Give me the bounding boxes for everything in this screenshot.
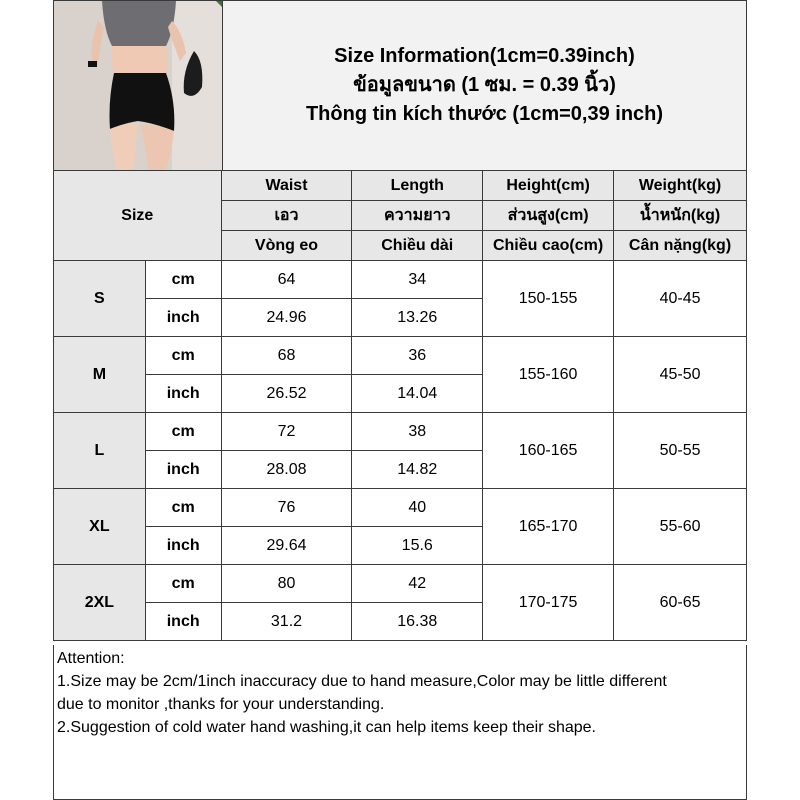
waist-inch: 26.52 — [221, 375, 352, 413]
title-vietnamese: Thông tin kích thước (1cm=0,39 inch) — [305, 103, 664, 125]
waist-cm: 76 — [221, 489, 352, 527]
title-english: Size Information(1cm=0.39inch) — [334, 45, 635, 67]
size-cell: XL — [54, 489, 146, 565]
col-height-en: Height(cm) — [483, 171, 614, 201]
chart-header — [53, 0, 747, 171]
col-length-vi: Chiều dài — [352, 231, 483, 261]
corner-mark — [215, 1, 223, 8]
size-cell: L — [54, 413, 146, 489]
attention-line: 2.Suggestion of cold water hand washing,it can help items keep their shape. — [57, 719, 596, 736]
height-range: 170-175 — [483, 565, 614, 641]
waist-inch: 29.64 — [221, 527, 352, 565]
model-photo — [54, 1, 223, 170]
length-cm: 42 — [352, 565, 483, 603]
unit-inch: inch — [145, 299, 221, 337]
col-length-en: Length — [352, 171, 483, 201]
size-table — [53, 170, 747, 641]
weight-range: 45-50 — [614, 337, 747, 413]
size-header: Size — [54, 171, 222, 261]
weight-range: 55-60 — [614, 489, 747, 565]
col-length-th: ความยาว — [352, 201, 483, 231]
waist-inch: 31.2 — [221, 603, 352, 641]
unit-cm: cm — [145, 489, 221, 527]
length-cm: 40 — [352, 489, 483, 527]
waist-cm: 80 — [221, 565, 352, 603]
length-cm: 38 — [352, 413, 483, 451]
weight-range: 50-55 — [614, 413, 747, 489]
weight-range: 60-65 — [614, 565, 747, 641]
col-weight-vi: Cân nặng(kg) — [614, 231, 747, 261]
unit-inch: inch — [145, 451, 221, 489]
unit-inch: inch — [145, 603, 221, 641]
col-waist-vi: Vòng eo — [221, 231, 352, 261]
size-cell: M — [54, 337, 146, 413]
length-cm: 34 — [352, 261, 483, 299]
title-thai: ข้อมูลขนาด (1 ซม. = 0.39 นิ้ว) — [353, 74, 616, 96]
col-weight-en: Weight(kg) — [614, 171, 747, 201]
col-height-th: ส่วนสูง(cm) — [483, 201, 614, 231]
height-range: 160-165 — [483, 413, 614, 489]
col-waist-th: เอว — [221, 201, 352, 231]
height-range: 165-170 — [483, 489, 614, 565]
waist-inch: 24.96 — [221, 299, 352, 337]
height-range: 155-160 — [483, 337, 614, 413]
title-box — [223, 1, 746, 170]
length-inch: 14.82 — [352, 451, 483, 489]
unit-cm: cm — [145, 261, 221, 299]
attention-line: due to monitor ,thanks for your understanding. — [57, 696, 385, 713]
attention-line: 1.Size may be 2cm/1inch inaccuracy due to hand measure,Color may be little different — [57, 673, 667, 690]
attention-notes — [53, 645, 747, 800]
col-weight-th: น้ำหนัก(kg) — [614, 201, 747, 231]
waist-cm: 72 — [221, 413, 352, 451]
col-waist-en: Waist — [221, 171, 352, 201]
length-inch: 14.04 — [352, 375, 483, 413]
length-inch: 15.6 — [352, 527, 483, 565]
waist-cm: 64 — [221, 261, 352, 299]
weight-range: 40-45 — [614, 261, 747, 337]
col-height-vi: Chiều cao(cm) — [483, 231, 614, 261]
waist-inch: 28.08 — [221, 451, 352, 489]
waist-cm: 68 — [221, 337, 352, 375]
unit-inch: inch — [145, 527, 221, 565]
unit-cm: cm — [145, 413, 221, 451]
size-cell: S — [54, 261, 146, 337]
length-inch: 16.38 — [352, 603, 483, 641]
size-cell: 2XL — [54, 565, 146, 641]
height-range: 150-155 — [483, 261, 614, 337]
length-cm: 36 — [352, 337, 483, 375]
unit-cm: cm — [145, 565, 221, 603]
unit-inch: inch — [145, 375, 221, 413]
model-photo-icon — [54, 1, 222, 170]
attention-heading: Attention: — [57, 650, 125, 667]
length-inch: 13.26 — [352, 299, 483, 337]
unit-cm: cm — [145, 337, 221, 375]
size-chart — [53, 0, 747, 800]
